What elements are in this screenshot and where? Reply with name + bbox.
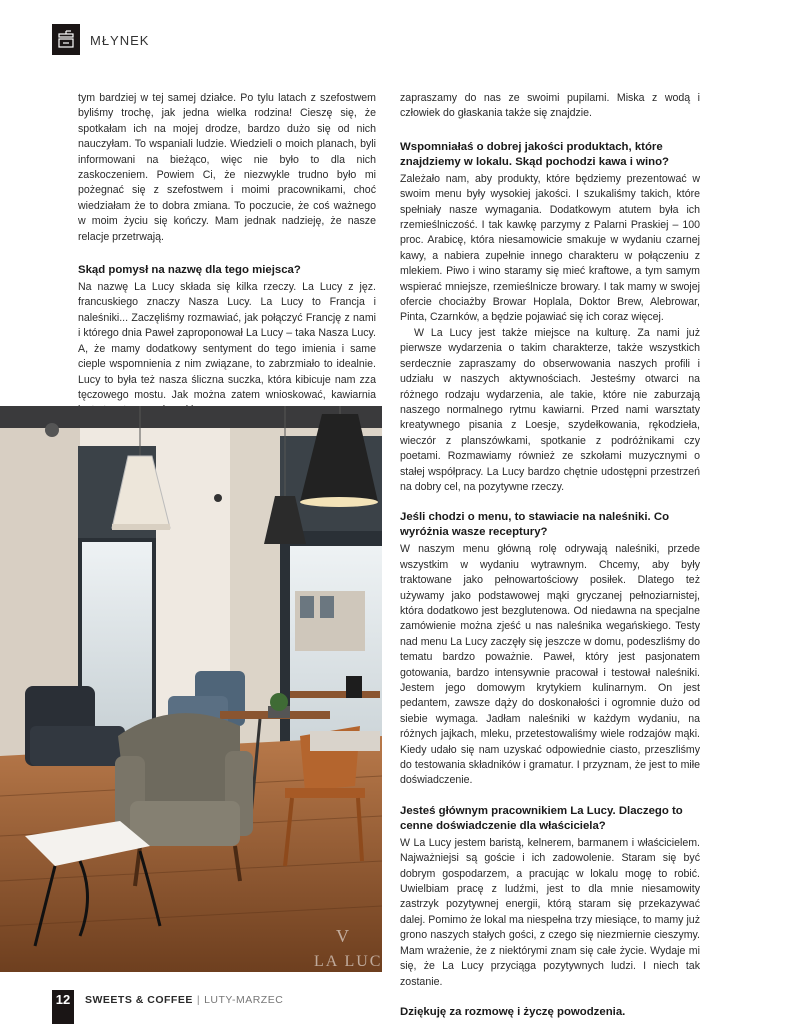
answer-paragraph: W La Lucy jest także miejsce na kulturę. Za nami już pierwsze wydarzenia o takim charakterze, także wszystkich serdecznie zapraszamy do obserwowania naszych profili i udziału w naszych aktywnościach. Jesteśmy otwarci na różnego rodzaju wydarzenia, ale takie, które nie zaburzają naszego normalnego rytmu kawiarni. Przed nami warsztaty kreatywnego pisania z Loesje, szydełkowania, rękodzieła, wieczór z planszówkami, spotkanie z podróżnikami czy poetami. Rozmawiamy również ze szkołami muzycznymi o stałej współpracy. La Lucy bardzo chętnie udostępni przestrzeń na dobry cel, na pozytywne rzeczy. bbox=[400, 326, 700, 493]
page-footer bbox=[52, 990, 412, 1024]
question-heading: Wspomniałaś o dobrej jakości produktach, które znajdziemy w lokalu. Skąd pochodzi kawa i wino? bbox=[400, 140, 669, 168]
question-heading: Jesteś głównym pracownikiem La Lucy. Dlaczego to cenne doświadczenie dla właściciela? bbox=[400, 804, 683, 832]
cafe-interior-photo bbox=[0, 406, 396, 972]
cafe-interior-illustration bbox=[0, 406, 396, 972]
right-text-column bbox=[400, 91, 700, 1022]
answer-paragraph: Zależało nam, aby produkty, które będziemy prezentować w swoim menu były wysokiej jakości. I szukaliśmy takich, które spełniały nasze wymagania. Dodatkowym atutem była ich rzemieślniczość. I tak kawkę parzymy z Palarni Praskiej – 100 proc. Arabicę, która niesamowicie smakuje w wydaniu czarnej kawy, a nabiera zupełnie innego charakteru w połączeniu z mlekiem. Piwo i wino staramy się mieć kraftowe, a tym samym wspierać mniejsze, rzemieślnicze browary. I tak mamy w swojej ofercie chociażby Browar Hoplala, Doktor Brew, Alebrowar, Pinta, Czarnków, a będzie pojawiać się ich coraz więcej. bbox=[400, 172, 700, 324]
closing-line: Dziękuję za rozmowę i życzę powodzenia. bbox=[400, 1005, 626, 1018]
answer-paragraph: Na nazwę La Lucy składa się kilka rzeczy. La Lucy z jęz. francuskiego znaczy Nasza Lucy. La Lucy to Francja i naleśniki... Zaczęliśmy rozmawiać, jak połączyć Francję z nami i którego dnia Paweł zaproponował La Lucy – taka Nasza Lucy. A, że mamy dodatkowy sentyment do tego imienia i same cieple wspomnienia z nim związane, to zabrzmiało to idealnie. Lucy to była też nasza śliczna suczka, która kibicuje nam zza tęczowego mostu. Jak można zatem wnioskować, kawiarnia bbox=[78, 281, 376, 401]
intro-paragraph: tym bardziej w tej samej działce. Po tylu latach z szefostwem byliśmy trochę, jak jedna wielka rodzina! Cieszę się, że spotkałam ich na mojej drodze, bardzo dużo się od nich nauczyłam. To wspaniali ludzie. Wiedzieli o moich planach, byli informowani na bieżąco, więc nie było to dla nich zaskoczeniem. Powiem Ci, że niezwykle trudno było mi pożegnać się z szefostwem i moimi pracownikami, choć wiedziałam że to dobra zmiana. To poczucie, że coś ważnego w moim życiu się kończy. Mam jednak nadzieję, że nasze relacje przetrwają. bbox=[78, 92, 376, 243]
coffee-grinder-icon bbox=[56, 30, 76, 50]
issue-label: LUTY-MARZEC bbox=[204, 994, 284, 1006]
continuation-paragraph: zapraszamy do nas ze swoimi pupilami. Miska z wodą i człowiek do głaskania także się znajdzie. bbox=[400, 92, 700, 120]
section-label: MŁYNEK bbox=[90, 33, 150, 48]
magazine-section-logo bbox=[52, 24, 80, 55]
answer-paragraph: W La Lucy jestem baristą, kelnerem, barmanem i właścicielem. Najważniejsi są goście i ich zadowolenie. Staram się być dobrym gospodarzem, a pracując w lokalu mogę to robić. Uwielbiam pracę z ludźmi, jest to dla mnie niesamowity zastrzyk pozytywnej energii, którą staram się przekazywać dalej. Pomimo że lokal ma niespełna trzy miesiące, to mamy już grono naszych stałych gości, z czego się niezmiernie cieszymy. Mam wrażenie, że z niektórymi znam się całe życie. Wydaje mi się, że La Lucy przyciąga pozytywnych ludzi. I niech tak zostanie. bbox=[400, 836, 700, 988]
page-number: 12 bbox=[52, 990, 74, 1024]
question-heading: Skąd pomysł na nazwę dla tego miejsca? bbox=[78, 264, 301, 277]
answer-paragraph: W naszym menu główną rolę odrywają naleśniki, przede wszystkim w wydaniu wytrawnym. Chcemy, aby były traktowane jako pełnowartościowy posiłek. Dlatego też używamy jako podstawowej mąki gryczanej pełnoziarnistej, która dodatkowo jest bezglutenowa. Od niedawna na specjalne zamówienie można zjeść u nas naleśnika wegańskiego. Testy nad menu La Lucy zaczęły się jeszcze w domu, podeszliśmy do tematu bardzo poważnie. Paweł, który jest pasjonatem gotowania, bardzo intensywnie pracował i testował naleśniki. Jestem jego domowym krytykiem kulinarnym. On jest pedantem, zawsze dąży do doskonałości i ogromnie dużo od siebie wymaga. Jadłam naleśniki w każdym wydaniu, na różnych jajkach, mleku, przetestowaliśmy wiele rodzajów mąki. Kiedy udało się nam uzyskać odpowiednie ciasto, przeszliśmy do testowania składników i gramatur. I przyznam, że jest to miłe doświadczenie. bbox=[400, 543, 700, 787]
magazine-name: SWEETS & COFFEE bbox=[85, 994, 193, 1006]
question-heading: Jeśli chodzi o menu, to stawiacie na naleśniki. Co wyróżnia wasze receptury? bbox=[400, 511, 670, 539]
photo-watermark: LA LUCY bbox=[314, 953, 396, 970]
footer-separator: | bbox=[196, 994, 201, 1006]
footer-text bbox=[85, 994, 283, 1006]
left-text-column bbox=[78, 91, 376, 419]
svg-text:V: V bbox=[336, 926, 349, 946]
